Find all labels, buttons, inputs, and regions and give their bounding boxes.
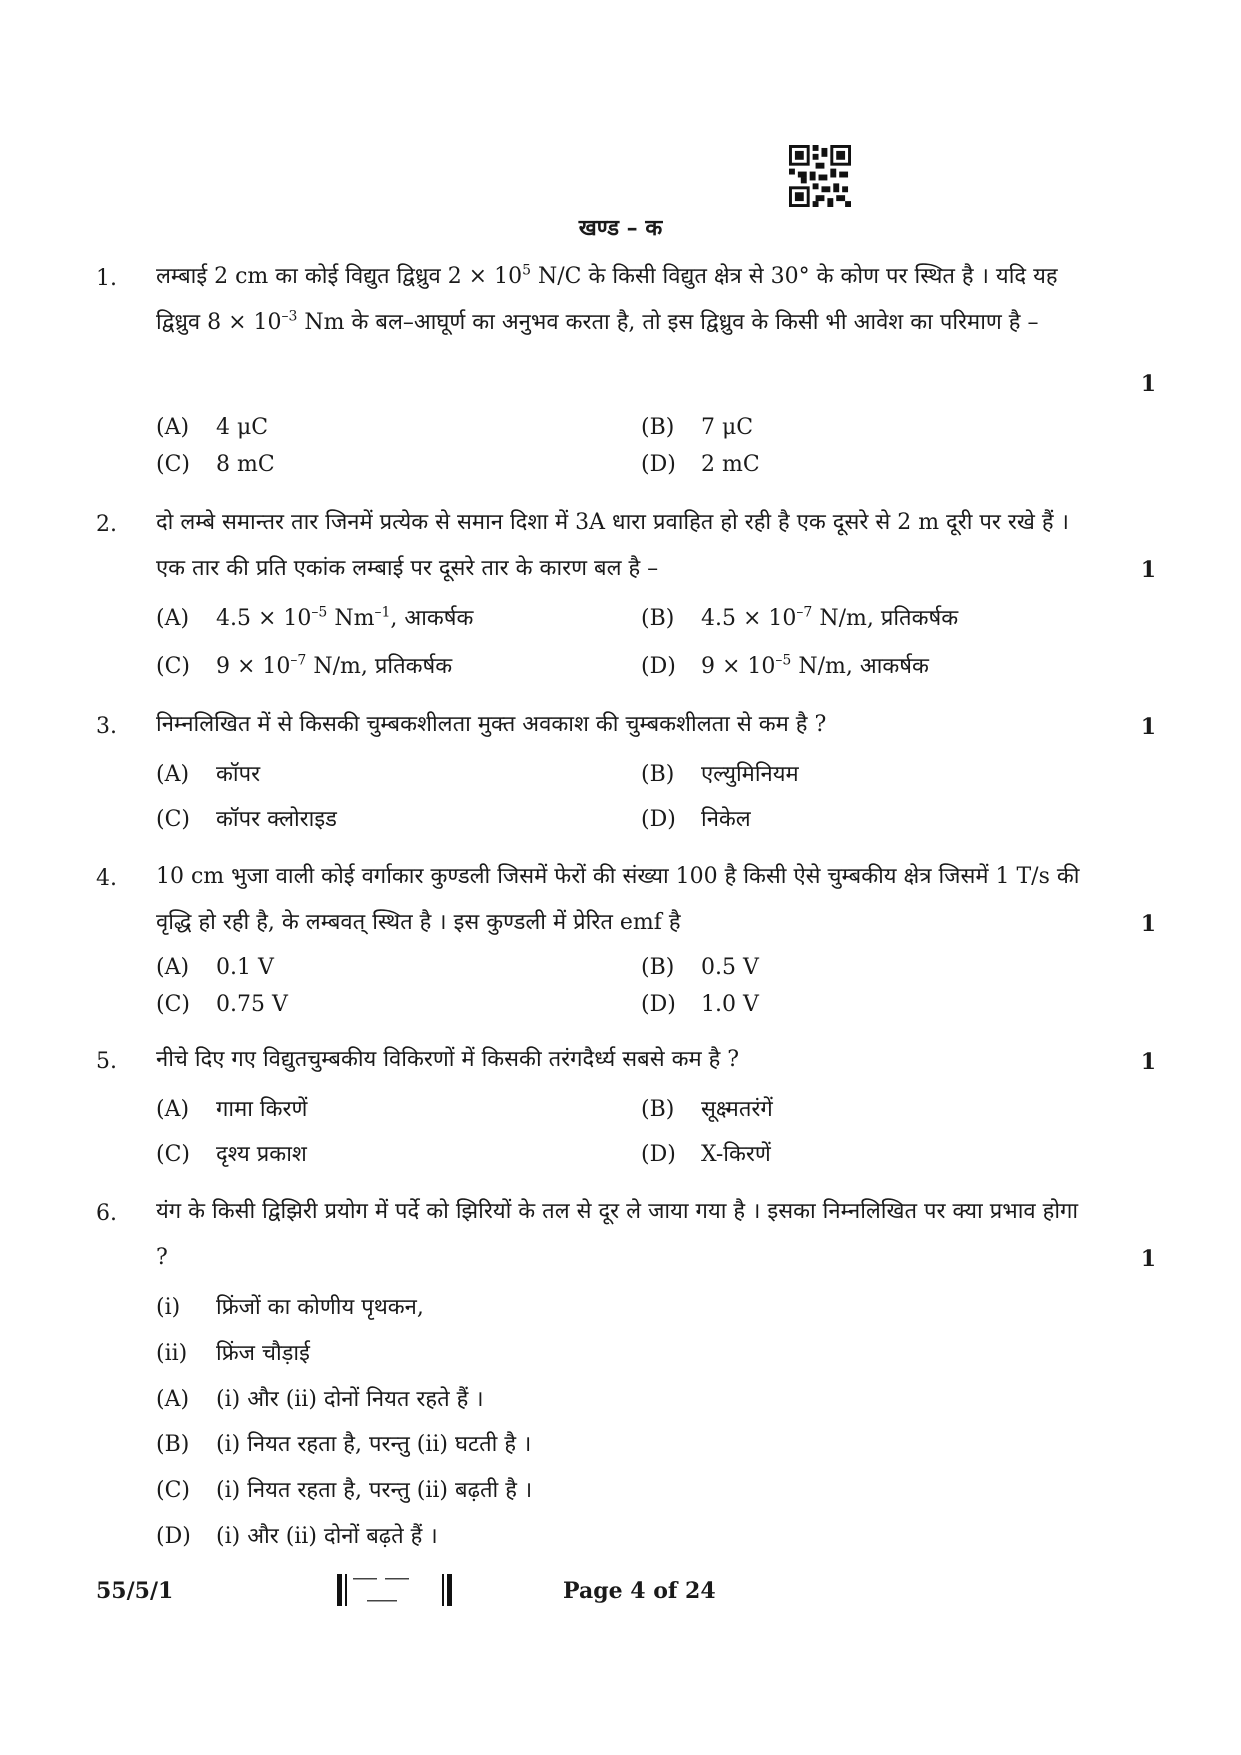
question-text: यंग के किसी द्विझिरी प्रयोग में पर्दे को झिरियों के तल से दूर ले जाया गया है । इसका निम्नलिखित पर क्या प्रभाव होगा ? (156, 1199, 1079, 1270)
section-title: खण्ड – क (578, 215, 663, 241)
question-number: 5. (96, 1049, 117, 1074)
option-d: (D) $9 \times 10^{-5}$ N/m, आकर्षक (641, 652, 929, 679)
option-a: (A) गामा किरणें (156, 1097, 308, 1122)
question-number: 3. (96, 714, 117, 739)
option-c: (C) (i) नियत रहता है, परन्तु (ii) बढ़ती है । (156, 1478, 533, 1503)
paper-code: 55/5/1 (96, 1578, 174, 1604)
question-number: 4. (96, 866, 117, 891)
option-b: (B) 0.5 V (641, 955, 759, 980)
option-d: (D) 2 mC (641, 452, 760, 477)
marks: 1 (1140, 371, 1156, 397)
marks: 1 (1140, 1246, 1156, 1272)
option-c: (C) 8 mC (156, 452, 275, 477)
question-text: निम्नलिखित में से किसकी चुम्बकशीलता मुक्त अवकाश की चुम्बकशीलता से कम है ? (156, 712, 827, 737)
option-a: (A) (i) और (ii) दोनों नियत रहते हैं । (156, 1387, 484, 1412)
option-c: (C) 0.75 V (156, 992, 288, 1017)
subitem-i: (i) फ्रिंजों का कोणीय पृथकन, (156, 1295, 424, 1320)
option-b: (B) एल्युमिनियम (641, 762, 799, 787)
barcode-icon (337, 1572, 452, 1608)
option-b: (B) $4.5 \times 10^{-7}$ N/m, प्रतिकर्षक (641, 604, 959, 631)
page-number: Page 4 of 24 (563, 1578, 716, 1604)
marks: 1 (1140, 1049, 1156, 1075)
marks: 1 (1140, 714, 1156, 740)
option-b: (B) (i) नियत रहता है, परन्तु (ii) घटती है । (156, 1432, 532, 1457)
question-text: नीचे दिए गए विद्युतचुम्बकीय विकिरणों में किसकी तरंगदैर्ध्य सबसे कम है ? (156, 1047, 740, 1072)
option-d: (D) निकेल (641, 807, 751, 832)
option-c: (C) कॉपर क्लोराइड (156, 807, 337, 832)
option-a: (A) कॉपर (156, 762, 261, 787)
question-text: लम्बाई 2 cm का कोई विद्युत द्विध्रुव $2 \times 10^5$ N/C के किसी विद्युत क्षेत्र से 30° के कोण पर स्थित है । यदि यह द्विध्रुव $8 \times 10^{-3}$ Nm के बल–आघूर्ण का अनुभव करता है, तो इस द्विध्रुव के किसी भी आवेश का परिमाण है – (156, 262, 1058, 335)
option-a: (A) $4.5 \times 10^{-5}$ $Nm^{-1}$, आकर्षक (156, 604, 474, 631)
option-d: (D) 1.0 V (641, 992, 759, 1017)
option-a: (A) 0.1 V (156, 955, 274, 980)
question-text: दो लम्बे समान्तर तार जिनमें प्रत्येक से समान दिशा में 3A धारा प्रवाहित हो रही है एक दूसरे से 2 m दूरी पर रखे हैं । एक तार की प्रति एकांक लम्बाई पर दूसरे तार के कारण बल है – (156, 510, 1069, 581)
marks: 1 (1140, 557, 1156, 583)
option-b: (B) सूक्ष्मतरंगें (641, 1097, 773, 1122)
qr-code-icon (789, 145, 851, 207)
option-c: (C) दृश्य प्रकाश (156, 1142, 307, 1167)
option-b: (B) 7 μC (641, 415, 754, 440)
marks: 1 (1140, 911, 1156, 937)
option-d: (D) X-किरणें (641, 1142, 771, 1167)
question-text: 10 cm भुजा वाली कोई वर्गाकार कुण्डली जिसमें फेरों की संख्या 100 है किसी ऐसे चुम्बकीय क्षेत्र जिसमें 1 T/s की वृद्धि हो रही है, के लम्बवत् स्थित है । इस कुण्डली में प्रेरित emf है (156, 864, 1080, 935)
option-a: (A) 4 μC (156, 415, 269, 440)
question-number: 6. (96, 1201, 117, 1226)
option-c: (C) $9 \times 10^{-7}$ N/m, प्रतिकर्षक (156, 652, 453, 679)
question-number: 1. (96, 266, 117, 291)
subitem-ii: (ii) फ्रिंज चौड़ाई (156, 1341, 310, 1366)
question-number: 2. (96, 512, 117, 537)
option-d: (D) (i) और (ii) दोनों बढ़ते हैं । (156, 1524, 438, 1549)
